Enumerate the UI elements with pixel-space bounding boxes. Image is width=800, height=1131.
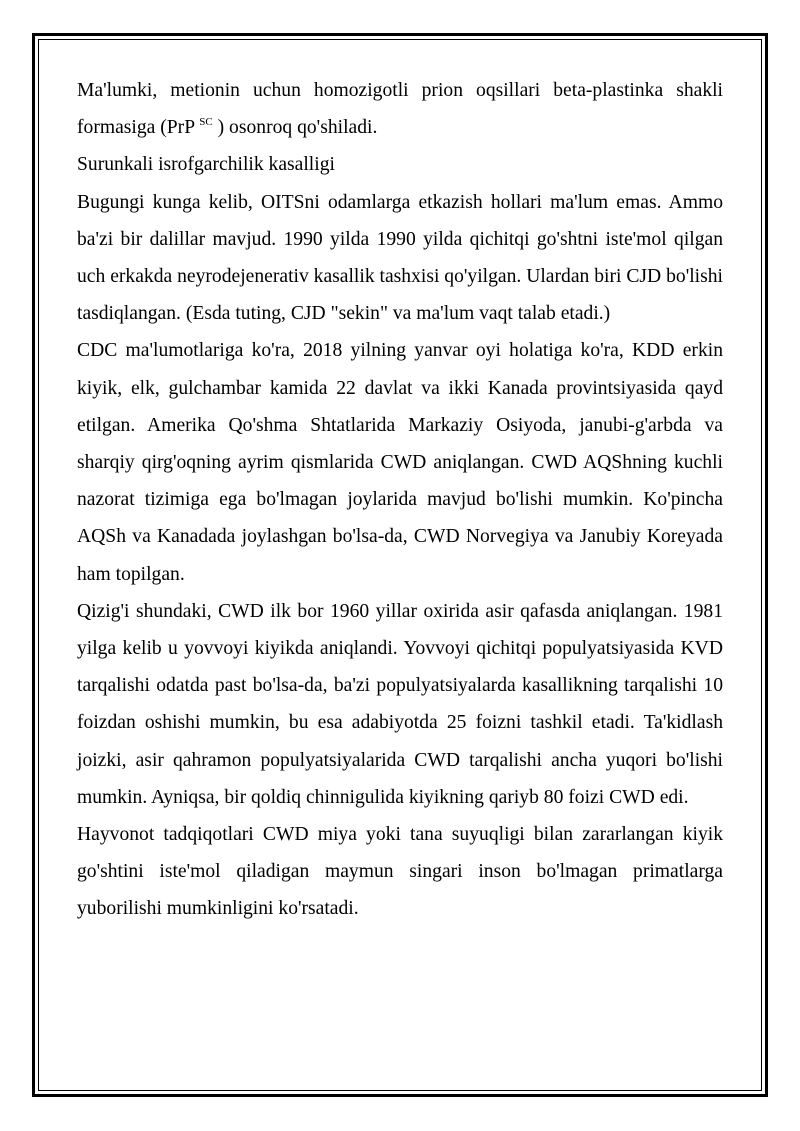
paragraph-2: Bugungi kunga kelib, OITSni odamlarga etkazish hollari ma'lum emas. Ammo ba'zi bir dalillar mavjud. 1990 yilda 1990 yilda qichitqi go'shtni iste'mol qilgan uch erkakda neyrodejenerativ kasallik tashxisi qo'yilgan. Ulardan biri CJD bo'lishi tasdiqlangan. (Esda tuting, CJD "sekin" va ma'lum vaqt talab etadi.) (77, 191, 723, 325)
document-body (77, 72, 723, 928)
paragraph-4: Qizig'i shundaki, CWD ilk bor 1960 yillar oxirida asir qafasda aniqlangan. 1981 yilga kelib u yovvoyi kiyikda aniqlandi. Yovvoyi qichitqi populyatsiyasida KVD tarqalishi odatda past bo'lsa-da, ba'zi populyatsiyalarda kasallikning tarqalishi 10 foizdan oshishi mumkin, bu esa adabiyotda 25 foizni tashkil etadi. Ta'kidlash joizki, asir qahramon populyatsiyalarida CWD tarqalishi ancha yuqori bo'lishi mumkin. Ayniqsa, bir qoldiq chinnigulida kiyikning qariyb 80 foizi CWD edi. (77, 600, 723, 808)
paragraph-1-tail: ) osonroq qo'shiladi. (212, 117, 378, 139)
paragraph-3: CDC ma'lumotlariga ko'ra, 2018 yilning yanvar oyi holatiga ko'ra, KDD erkin kiyik, elk, gulchambar kamida 22 davlat va ikki Kanada provintsiyasida qayd etilgan. Amerika Qo'shma Shtatlarida Markaziy Osiyoda, janubi-g'arbda va sharqiy qirg'oqning ayrim qismlarida CWD aniqlangan. CWD AQShning kuchli nazorat tizimiga ega bo'lmagan joylarida mavjud bo'lishi mumkin. Ko'pincha AQSh va Kanadada joylashgan bo'lsa-da, CWD Norvegiya va Janubiy Koreyada ham topilgan. (77, 340, 723, 585)
paragraph-1 (77, 72, 723, 146)
paragraph-1-text: Ma'lumki, metionin uchun homozigotli prion oqsillari beta-plastinka shakli formasiga (PrP (77, 80, 723, 139)
superscript-sc: SC (199, 116, 213, 129)
section-heading: Surunkali isrofgarchilik kasalligi (77, 154, 335, 176)
paragraph-5: Hayvonot tadqiqotlari CWD miya yoki tana suyuqligi bilan zararlangan kiyik go'shtini iste'mol qiladigan maymun singari inson bo'lmagan primatlarga yuborilishi mumkinligini ko'rsatadi. (77, 824, 723, 920)
